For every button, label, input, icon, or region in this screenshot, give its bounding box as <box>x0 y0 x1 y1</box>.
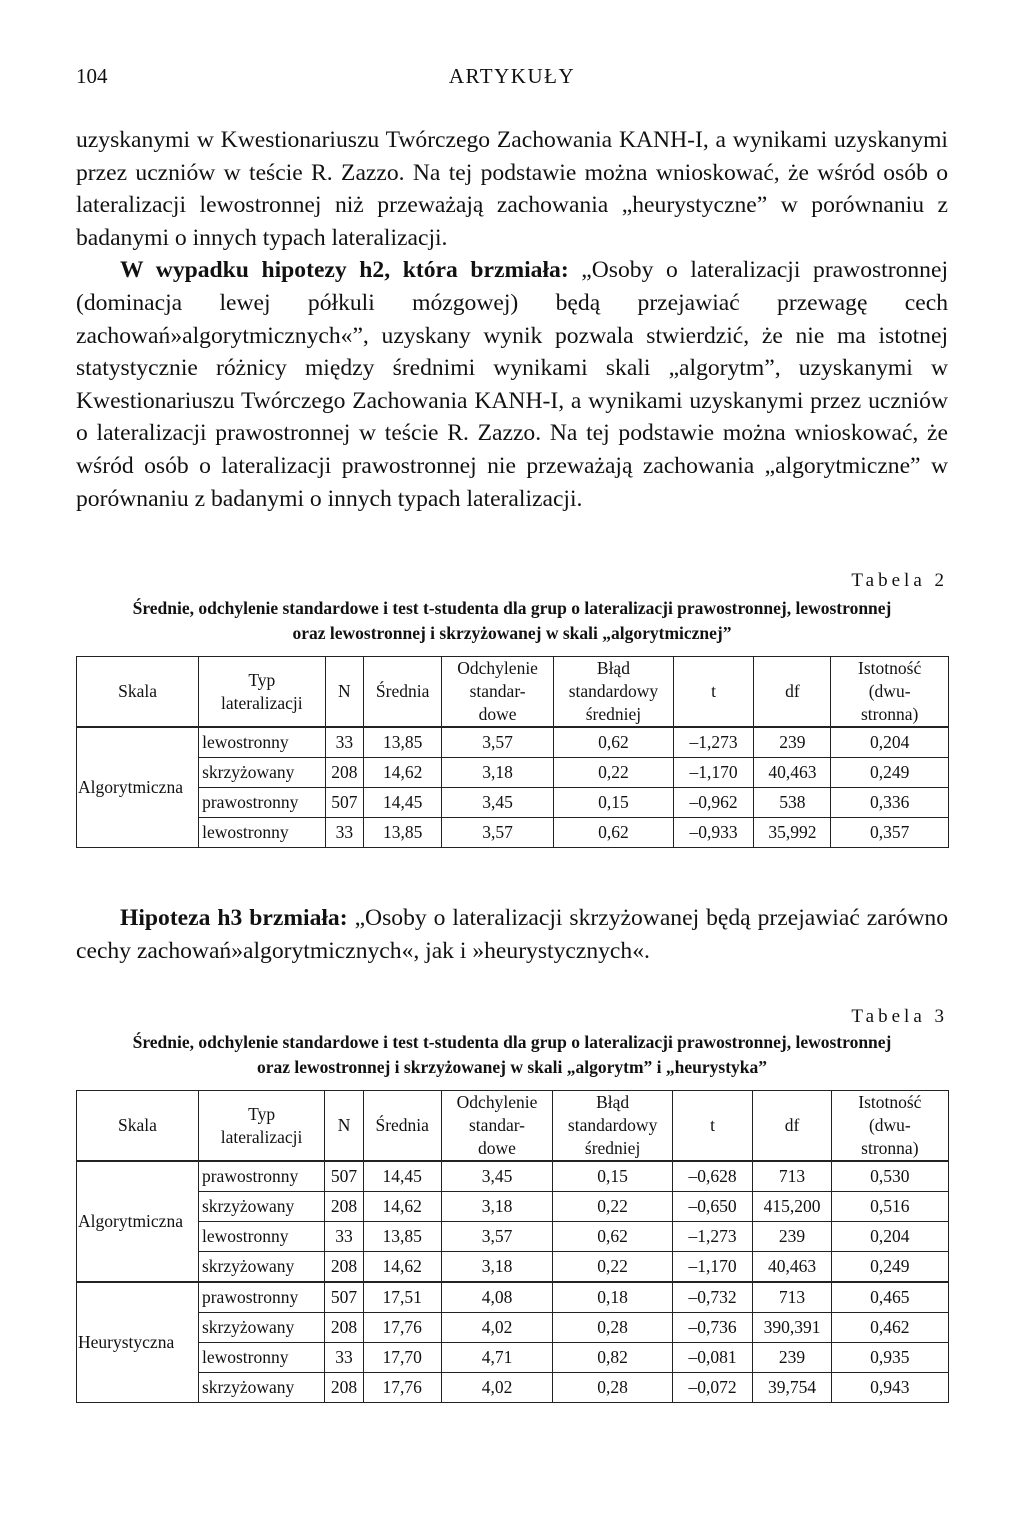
cell-t: –0,732 <box>672 1282 753 1313</box>
col-mean: Średnia <box>363 1091 441 1162</box>
table-header <box>77 1091 949 1162</box>
cell-std-deviation: 3,57 <box>442 727 554 758</box>
cell-lateralization-type: lewostronny <box>198 1343 324 1373</box>
cell-significance: 0,465 <box>831 1282 948 1313</box>
cell-lateralization-type: prawostronny <box>199 788 325 818</box>
cell-lateralization-type: skrzyżowany <box>198 1192 324 1222</box>
cell-significance: 0,943 <box>831 1373 948 1403</box>
cell-std-error: 0,28 <box>553 1313 672 1343</box>
table-header-row <box>77 1091 949 1162</box>
cell-scale: Heurystyczna <box>77 1282 199 1403</box>
cell-significance: 0,357 <box>831 818 949 848</box>
cell-std-deviation: 4,71 <box>441 1343 553 1373</box>
table-row <box>77 788 949 818</box>
cell-n: 33 <box>325 818 364 848</box>
cell-significance: 0,204 <box>831 727 949 758</box>
table-row <box>77 1161 949 1192</box>
cell-t: –1,170 <box>672 1252 753 1283</box>
col-significance: Istotność (dwu- stronna) <box>831 1091 948 1162</box>
cell-t: –0,736 <box>672 1313 753 1343</box>
cell-std-error: 0,18 <box>553 1282 672 1313</box>
cell-significance: 0,462 <box>831 1313 948 1343</box>
cell-significance: 0,530 <box>831 1161 948 1192</box>
cell-significance: 0,935 <box>831 1343 948 1373</box>
cell-n: 507 <box>325 1161 364 1192</box>
table-row <box>77 1343 949 1373</box>
col-df: df <box>753 1091 831 1162</box>
table-3-caption <box>76 1030 948 1080</box>
cell-mean: 17,76 <box>363 1313 441 1343</box>
cell-std-deviation: 4,08 <box>441 1282 553 1313</box>
cell-mean: 14,45 <box>363 1161 441 1192</box>
col-std-error: Błąd standardowy średniej <box>554 657 673 728</box>
cell-mean: 17,76 <box>363 1373 441 1403</box>
table-2-caption-line-1: Średnie, odchylenie standardowe i test t-studenta dla grup o lateralizacji prawostronnej, lewostronnej <box>132 598 892 618</box>
paragraph-2-lead: W wypadku hipotezy h2, która brzmiała: <box>120 257 569 284</box>
col-t: t <box>672 1091 753 1162</box>
table-row <box>77 1373 949 1403</box>
table-3-body <box>77 1161 949 1403</box>
cell-t: –0,650 <box>672 1192 753 1222</box>
cell-std-deviation: 3,45 <box>442 788 554 818</box>
cell-std-deviation: 3,57 <box>442 818 554 848</box>
table-row <box>77 1192 949 1222</box>
cell-std-error: 0,22 <box>553 1192 672 1222</box>
cell-n: 507 <box>325 1282 364 1313</box>
cell-std-error: 0,15 <box>554 788 673 818</box>
cell-n: 208 <box>325 1373 364 1403</box>
table-row <box>77 1222 949 1252</box>
cell-std-error: 0,15 <box>553 1161 672 1192</box>
cell-df: 239 <box>753 1343 831 1373</box>
paragraph-1: uzyskanymi w Kwestionariuszu Twórczego Zachowania KANH-I, a wynikami uzyskanymi przez uczniów w teście R. Zazzo. Na tej podstawie można wnioskować, że wśród osób o lateralizacji lewostronnej niż przeważają zachowania „heurystyczne” w porównaniu z badanymi o innych typach lateralizacji. <box>76 127 948 251</box>
cell-mean: 14,62 <box>363 1252 441 1283</box>
cell-mean: 13,85 <box>364 818 442 848</box>
cell-significance: 0,249 <box>831 758 949 788</box>
cell-std-deviation: 3,18 <box>442 758 554 788</box>
page-number: 104 <box>76 64 108 88</box>
col-lateralization-type: Typ lateralizacji <box>198 1091 324 1162</box>
table-3-caption-line-1: Średnie, odchylenie standardowe i test t-studenta dla grup o lateralizacji prawostronnej, lewostronnej <box>132 1032 892 1052</box>
col-std-error: Błąd standardowy średniej <box>553 1091 672 1162</box>
cell-scale: Algorytmiczna <box>77 1161 199 1282</box>
cell-df: 39,754 <box>753 1373 831 1403</box>
cell-std-error: 0,28 <box>553 1373 672 1403</box>
cell-n: 33 <box>325 727 364 758</box>
cell-n: 208 <box>325 1252 364 1283</box>
running-header <box>76 64 948 94</box>
cell-mean: 14,45 <box>364 788 442 818</box>
cell-std-error: 0,62 <box>554 727 673 758</box>
cell-significance: 0,249 <box>831 1252 948 1283</box>
cell-t: –0,962 <box>673 788 754 818</box>
table-row <box>77 1313 949 1343</box>
cell-lateralization-type: prawostronny <box>198 1161 324 1192</box>
table-2 <box>76 656 949 848</box>
body-text-upper <box>76 124 948 515</box>
cell-lateralization-type: prawostronny <box>198 1282 324 1313</box>
paragraph-2-text: „Osoby o lateralizacji prawostronnej (dominacja lewej półkuli mózgowej) będą przejawiać przewagę cech zachowań»algorytmicznych«”, uzyskany wynik pozwala stwierdzić, że nie ma istotnej statystycznie różnicy między średnimi wynikami skali „algorytm”, uzyskanymi w Kwestionariuszu Twórczego Zachowania KANH-I, a wynikami uzyskanymi przez uczniów o lateralizacji prawostronnej w teście R. Zazzo. Na tej podstawie można wnioskować, że wśród osób o lateralizacji prawostronnej nie przeważają zachowania „algorytmiczne” w porównaniu z badanymi o innych typach lateralizacji. <box>76 257 949 512</box>
col-mean: Średnia <box>364 657 442 728</box>
cell-n: 507 <box>325 788 364 818</box>
cell-std-deviation: 4,02 <box>441 1313 553 1343</box>
table-2-caption <box>76 596 948 646</box>
cell-df: 40,463 <box>754 758 831 788</box>
cell-t: –0,072 <box>672 1373 753 1403</box>
table-2-body <box>77 727 949 848</box>
cell-mean: 13,85 <box>364 727 442 758</box>
table-row <box>77 727 949 758</box>
cell-std-deviation: 3,18 <box>441 1192 553 1222</box>
cell-std-error: 0,22 <box>553 1252 672 1283</box>
cell-t: –0,628 <box>672 1161 753 1192</box>
cell-std-deviation: 4,02 <box>441 1373 553 1403</box>
paragraph-3 <box>76 902 948 967</box>
cell-df: 239 <box>754 727 831 758</box>
col-scale: Skala <box>77 1091 199 1162</box>
cell-scale: Algorytmiczna <box>77 727 199 848</box>
paragraph-3-lead: Hipoteza h3 brzmiała: <box>120 905 348 931</box>
cell-n: 208 <box>325 1313 364 1343</box>
cell-n: 208 <box>325 1192 364 1222</box>
cell-lateralization-type: skrzyżowany <box>198 1373 324 1403</box>
col-t: t <box>673 657 754 728</box>
cell-df: 538 <box>754 788 831 818</box>
cell-std-deviation: 3,57 <box>441 1222 553 1252</box>
cell-df: 390,391 <box>753 1313 831 1343</box>
cell-lateralization-type: lewostronny <box>199 818 325 848</box>
cell-mean: 17,51 <box>363 1282 441 1313</box>
body-text-lower <box>76 902 948 967</box>
cell-std-error: 0,82 <box>553 1343 672 1373</box>
section-title: ARTYKUŁY <box>448 64 576 88</box>
table-3-caption-line-2: oraz lewostronnej i skrzyżowanej w skali „algorytm” i „heurystyka” <box>256 1057 768 1077</box>
cell-std-deviation: 3,18 <box>441 1252 553 1283</box>
paragraph-2 <box>76 254 948 515</box>
col-df: df <box>754 657 831 728</box>
cell-lateralization-type: skrzyżowany <box>198 1313 324 1343</box>
table-header <box>77 657 949 728</box>
table-2-caption-line-2: oraz lewostronnej i skrzyżowanej w skali „algorytmicznej” <box>292 623 732 643</box>
cell-std-error: 0,62 <box>554 818 673 848</box>
cell-df: 415,200 <box>753 1192 831 1222</box>
col-std-deviation: Odchylenie standar- dowe <box>441 1091 553 1162</box>
col-std-deviation: Odchylenie standar- dowe <box>442 657 554 728</box>
cell-significance: 0,204 <box>831 1222 948 1252</box>
cell-lateralization-type: skrzyżowany <box>198 1252 324 1283</box>
table-header-row <box>77 657 949 728</box>
cell-df: 35,992 <box>754 818 831 848</box>
table-3-label: Tabela 3 <box>851 1006 948 1027</box>
cell-t: –1,273 <box>672 1222 753 1252</box>
cell-n: 33 <box>325 1222 364 1252</box>
cell-std-error: 0,62 <box>553 1222 672 1252</box>
cell-significance: 0,516 <box>831 1192 948 1222</box>
cell-df: 713 <box>753 1161 831 1192</box>
table-row <box>77 818 949 848</box>
col-significance: Istotność (dwu- stronna) <box>831 657 949 728</box>
cell-t: –0,081 <box>672 1343 753 1373</box>
cell-mean: 17,70 <box>363 1343 441 1373</box>
col-n: N <box>325 657 364 728</box>
cell-mean: 13,85 <box>363 1222 441 1252</box>
cell-lateralization-type: lewostronny <box>198 1222 324 1252</box>
col-lateralization-type: Typ lateralizacji <box>199 657 325 728</box>
cell-significance: 0,336 <box>831 788 949 818</box>
col-n: N <box>325 1091 364 1162</box>
paragraph-3-text: „Osoby o lateralizacji skrzyżowanej będą przejawiać zarówno cechy zachowań»algorytmicznych«, jak i »heurystycznych«. <box>76 905 949 964</box>
cell-std-deviation: 3,45 <box>441 1161 553 1192</box>
table-row <box>77 1252 949 1283</box>
cell-n: 33 <box>325 1343 364 1373</box>
cell-t: –1,170 <box>673 758 754 788</box>
table-row <box>77 758 949 788</box>
cell-df: 40,463 <box>753 1252 831 1283</box>
cell-t: –1,273 <box>673 727 754 758</box>
cell-n: 208 <box>325 758 364 788</box>
cell-mean: 14,62 <box>364 758 442 788</box>
cell-df: 239 <box>753 1222 831 1252</box>
table-2-label: Tabela 2 <box>851 570 948 591</box>
col-scale: Skala <box>77 657 199 728</box>
cell-t: –0,933 <box>673 818 754 848</box>
cell-df: 713 <box>753 1282 831 1313</box>
cell-lateralization-type: skrzyżowany <box>199 758 325 788</box>
cell-mean: 14,62 <box>363 1192 441 1222</box>
table-3 <box>76 1090 949 1403</box>
table-row <box>77 1282 949 1313</box>
cell-std-error: 0,22 <box>554 758 673 788</box>
cell-lateralization-type: lewostronny <box>199 727 325 758</box>
